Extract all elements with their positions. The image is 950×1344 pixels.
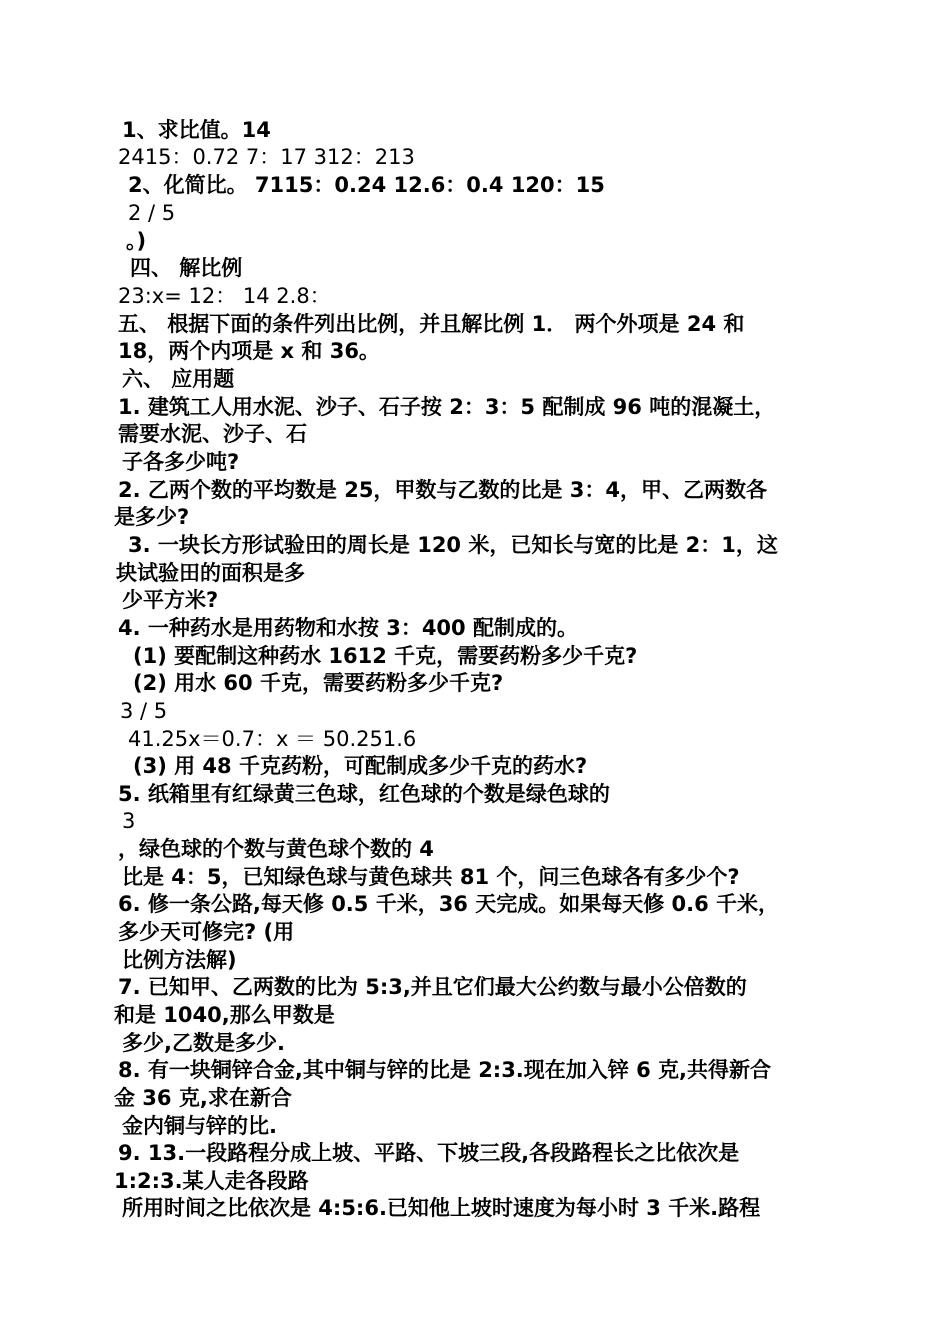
question-text: 6. 修一条公路,每天修 0.5 千米，36 天完成。如果每天修 0.6 千米， <box>118 892 780 916</box>
text-line: 1、求比值。14 <box>122 118 271 142</box>
question-text: (1) 要配制这种药水 1612 千克，需要药粉多少千克? <box>133 644 638 668</box>
question-text: 所用时间之比依次是 4:5:6.已知他上坡时速度为每小时 3 千米.路程 <box>122 1196 761 1220</box>
section-heading: 四、 解比例 <box>130 256 243 280</box>
question-text: 少平方米? <box>122 588 219 612</box>
question-text: 1:2:3.某人走各段路 <box>114 1169 309 1193</box>
text-line: 3 <box>122 809 136 833</box>
question-text: 比例方法解) <box>122 948 237 972</box>
question-text: 需要水泥、沙子、石 <box>118 422 307 446</box>
question-text: 块试验田的面积是多 <box>116 561 305 585</box>
question-text: 1. 建筑工人用水泥、沙子、石子按 2：3：5 配制成 96 吨的混凝土， <box>118 395 776 419</box>
question-text: 是多少? <box>114 505 190 529</box>
question-text: 5. 纸箱里有红绿黄三色球，红色球的个数是绿色球的 <box>118 782 610 806</box>
question-text: 多少天可修完? (用 <box>118 920 295 944</box>
question-text: (2) 用水 60 千克，需要药粉多少千克? <box>133 671 504 695</box>
text-line: 2415：0.72 7：17 312：213 <box>118 145 415 169</box>
text-line: 3 / 5 <box>120 699 168 723</box>
question-text: 4. 一种药水是用药物和水按 3：400 配制成的。 <box>118 616 578 640</box>
text-line: 。) <box>126 229 147 253</box>
question-text: 金内铜与锌的比. <box>122 1114 277 1138</box>
question-text: 3. 一块长方形试验田的周长是 120 米，已知长与宽的比是 2：1，这 <box>128 533 778 557</box>
question-text: 7. 已知甲、乙两数的比为 5:3,并且它们最大公约数与最小公倍数的 <box>118 975 747 999</box>
question-text: 金 36 克,求在新合 <box>114 1086 292 1110</box>
question-text: 8. 有一块铜锌合金,其中铜与锌的比是 2:3.现在加入锌 6 克,共得新合 <box>118 1058 771 1082</box>
question-text: 9. 13.一段路程分成上坡、平路、下坡三段,各段路程长之比依次是 <box>118 1141 740 1165</box>
section-heading: 六、 应用题 <box>122 367 235 391</box>
text-line: 2 / 5 <box>128 201 176 225</box>
text-line: 18，两个内项是 x 和 36。 <box>118 339 380 363</box>
text-line: 2、化简比。 7115：0.24 12.6：0.4 120：15 <box>128 173 605 197</box>
question-text: 2. 乙两个数的平均数是 25，甲数与乙数的比是 3：4，甲、乙两数各 <box>118 478 767 502</box>
text-line: 41.25x＝0.7：x ＝ 50.251.6 <box>128 727 417 751</box>
question-text: 子各多少吨? <box>122 450 240 474</box>
section-heading: 五、 根据下面的条件列出比例，并且解比例 1． 两个外项是 24 和 <box>118 312 745 336</box>
question-text: 和是 1040,那么甲数是 <box>114 1003 335 1027</box>
text-line: 23:x= 12： 14 2.8： <box>118 284 331 308</box>
question-text: ，绿色球的个数与黄色球个数的 4 <box>118 837 434 861</box>
question-text: 比是 4：5，已知绿色球与黄色球共 81 个，问三色球各有多少个? <box>122 865 740 889</box>
question-text: 多少,乙数是多少. <box>122 1031 285 1055</box>
question-text: (3) 用 48 千克药粉，可配制成多少千克的药水? <box>133 754 588 778</box>
